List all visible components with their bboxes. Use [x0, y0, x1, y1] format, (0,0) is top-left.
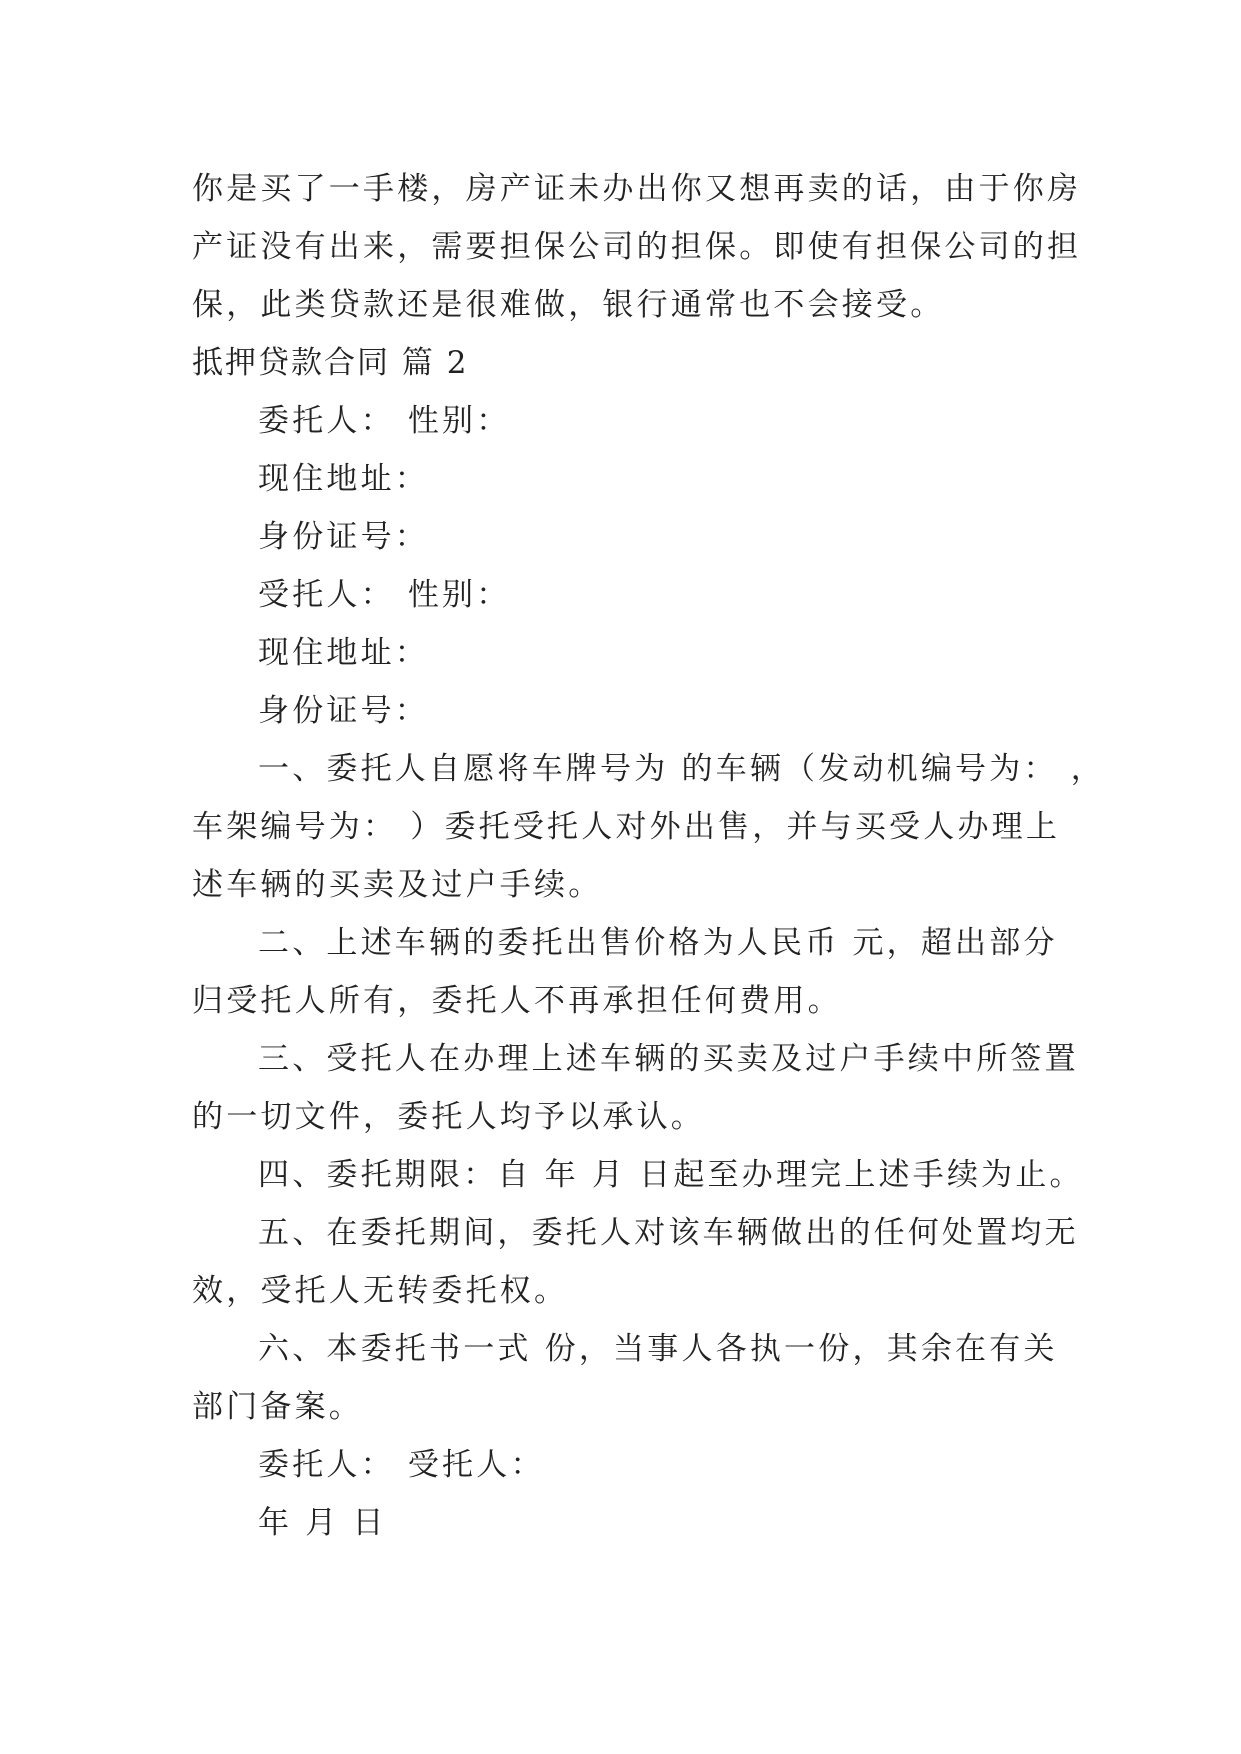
section-title: 抵押贷款合同 篇 2: [192, 345, 469, 381]
agent-id: 身份证号：: [258, 693, 429, 729]
clause-3-line: 三、受托人在办理上述车辆的买卖及过户手续中所签置: [258, 1041, 1079, 1077]
document-body: [192, 160, 1105, 1552]
clause-1-line: 一、委托人自愿将车牌号为 的车辆（发动机编号为： ，: [258, 751, 1105, 787]
clause-3-line: 的一切文件，委托人均予以承认。: [192, 1099, 705, 1135]
clause-1-line: 车架编号为： ）委托受托人对外出售，并与买受人办理上: [192, 809, 1061, 845]
intro-line: 产证没有出来，需要担保公司的担保。即使有担保公司的担: [192, 229, 1082, 265]
principal-address: 现住地址：: [258, 461, 429, 497]
clause-2-line: 归受托人所有，委托人不再承担任何费用。: [192, 983, 842, 1019]
clause-5-line: 效，受托人无转委托权。: [192, 1273, 569, 1309]
clause-2-line: 二、上述车辆的委托出售价格为人民币 元，超出部分: [258, 925, 1058, 961]
principal-label: 委托人： 性别：: [258, 403, 511, 439]
agent-address: 现住地址：: [258, 635, 429, 671]
clause-5-line: 五、在委托期间，委托人对该车辆做出的任何处置均无: [258, 1215, 1079, 1251]
principal-id: 身份证号：: [258, 519, 429, 555]
intro-line: 你是买了一手楼，房产证未办出你又想再卖的话，由于你房: [192, 171, 1082, 207]
intro-line: 保，此类贷款还是很难做，银行通常也不会接受。: [192, 287, 945, 323]
date-line: 年 月 日: [258, 1505, 387, 1541]
clause-4-line: 四、委托期限：自 年 月 日起至办理完上述手续为止。: [258, 1157, 1084, 1193]
signature-line: 委托人： 受托人：: [258, 1447, 545, 1483]
agent-label: 受托人： 性别：: [258, 577, 511, 613]
clause-6-line: 部门备案。: [192, 1389, 363, 1425]
clause-6-line: 六、本委托书一式 份，当事人各执一份，其余在有关: [258, 1331, 1058, 1367]
clause-1-line: 述车辆的买卖及过户手续。: [192, 867, 603, 903]
